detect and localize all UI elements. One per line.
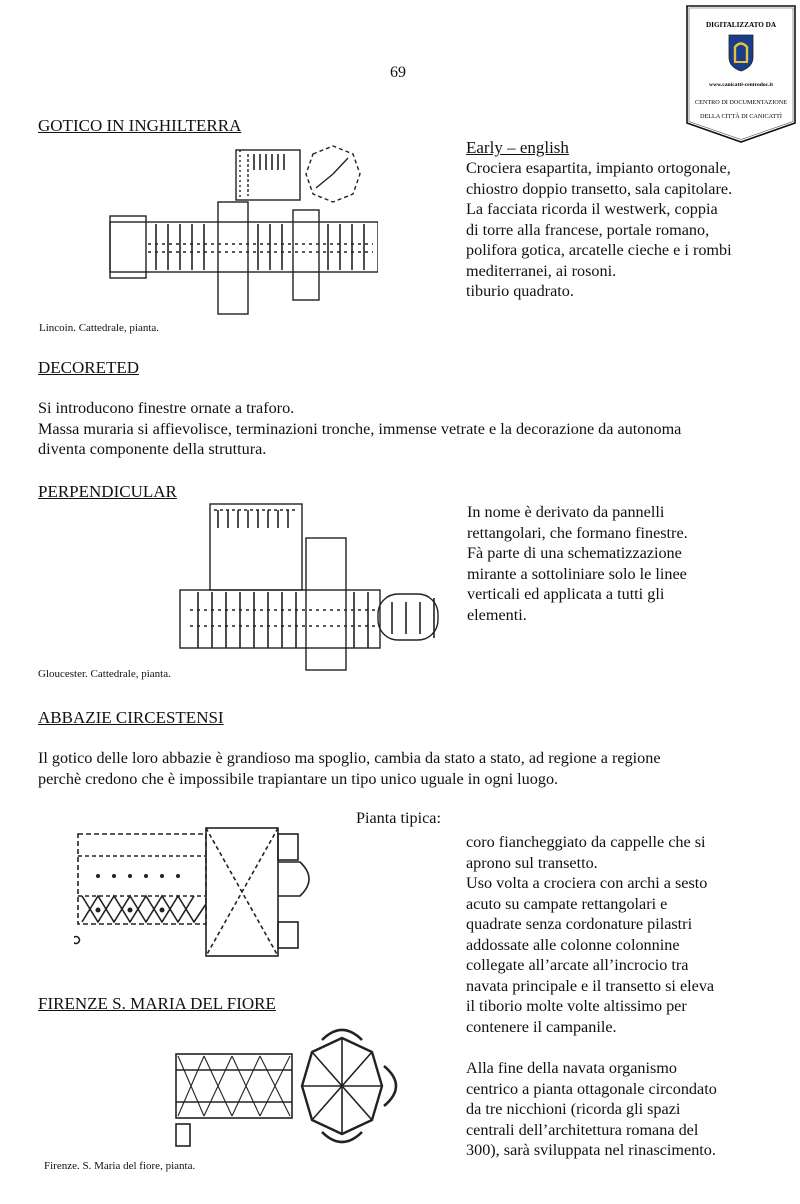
gotico-line: polifora gotica, arcatelle cieche e i rombi — [466, 241, 732, 259]
perpendicular-line: mirante a sottoliniare solo le linee — [467, 564, 687, 583]
pianta-line: coro fiancheggiato da cappelle che si — [466, 833, 706, 851]
gotico-line: mediterranei, ai rosoni. — [466, 261, 617, 280]
firenze-caption: Firenze. S. Maria del fiore, pianta. — [44, 1160, 196, 1172]
coat-of-arms-icon — [729, 35, 753, 71]
pianta-tipica-label: Pianta tipica: — [356, 809, 441, 827]
section-title-gotico: GOTICO IN INGHILTERRA — [38, 116, 242, 135]
pianta-line: quadrate senza cordonature pilastri — [466, 915, 693, 933]
section-title-firenze: FIRENZE S. MARIA DEL FIORE — [38, 994, 276, 1013]
gotico-line: Crociera esapartita, impianto ortogonale, — [466, 159, 731, 177]
section-title-abbazie: ABBAZIE CIRCESTENSI — [38, 708, 224, 727]
perpendicular-line: verticali ed applicata a tutti gli — [467, 585, 665, 603]
gotico-line: chiostro doppio transetto, sala capitolare. — [466, 179, 733, 198]
firenze-line: 300), sarà sviluppata nel rinascimento. — [466, 1141, 716, 1159]
abbazie-line: perchè credono che è impossibile trapiantare un tipo unico uguale in ogni luogo. — [38, 769, 559, 788]
pianta-line: aprono sul transetto. — [466, 853, 598, 872]
section-title-perpendicular: PERPENDICULAR — [38, 482, 177, 501]
gotico-body — [466, 158, 732, 302]
gloucester-plan-drawing — [178, 498, 448, 673]
decoreted-line: Si introducono finestre ornate a traforo. — [38, 399, 295, 417]
pianta-line: navata principale e il transetto si eleva — [466, 976, 715, 995]
abbazie-body — [38, 748, 661, 789]
gotico-line: di torre alla francese, portale romano, — [466, 220, 710, 239]
cistercian-plan-drawing — [74, 826, 324, 958]
lincoln-caption: Lincoin. Cattedrale, pianta. — [39, 322, 160, 334]
digitization-stamp — [686, 5, 796, 143]
perpendicular-line: In nome è derivato da pannelli — [467, 503, 665, 521]
pianta-line: acuto su campate rettangolari e — [466, 894, 668, 913]
decoreted-line: diventa componente della struttura. — [38, 440, 267, 458]
abbazie-line: Il gotico delle loro abbazie è grandioso ma spoglio, cambia da stato a stato, ad regione a regione — [38, 749, 661, 767]
stamp-line1: DIGITALIZZATO DA — [705, 21, 777, 29]
decoreted-line: Massa muraria si affievolisce, terminazioni tronche, immense vetrate e la decorazione da autonoma — [38, 419, 682, 438]
firenze-body — [466, 1058, 717, 1161]
pianta-line: addossate alle colonne colonnine — [466, 935, 680, 954]
pianta-line: contenere il campanile. — [466, 1017, 617, 1036]
perpendicular-line: Fà parte di una schematizzazione — [467, 544, 682, 562]
perpendicular-line: elementi. — [467, 605, 527, 624]
pianta-body — [466, 832, 714, 1037]
firenze-line: Alla fine della navata organismo — [466, 1059, 677, 1077]
gotico-line: La facciata ricorda il westwerk, coppia — [466, 200, 718, 218]
stamp-website: www.canicatti-centrodoc.it — [709, 82, 773, 88]
firenze-line: da tre nicchioni (ricorda gli spazi — [466, 1100, 681, 1118]
stamp-line3: DELLA CITTÀ DI CANICATTÌ — [700, 113, 782, 120]
pianta-line: il tiborio molte volte altissimo per — [466, 997, 687, 1015]
perpendicular-body — [467, 502, 688, 625]
page-number: 69 — [390, 64, 406, 81]
section-title-decoreted: DECORETED — [38, 358, 140, 377]
pianta-line: Uso volta a crociera con archi a sesto — [466, 874, 708, 892]
stamp-line2: CENTRO DI DOCUMENTAZIONE — [695, 99, 787, 106]
firenze-plan-drawing — [172, 1022, 412, 1152]
firenze-line: centrali dell’architettura romana del — [466, 1120, 699, 1139]
gloucester-caption: Gloucester. Cattedrale, pianta. — [38, 668, 171, 680]
section-subtitle-early-english: Early – english — [466, 138, 569, 157]
firenze-line: centrico a pianta ottagonale circondato — [466, 1079, 717, 1098]
lincoln-plan-drawing — [108, 140, 378, 320]
perpendicular-line: rettangolari, che formano finestre. — [467, 523, 688, 542]
gotico-line: tiburio quadrato. — [466, 282, 574, 300]
decoreted-body — [38, 398, 681, 460]
pianta-line: collegate all’arcate all’incrocio tra — [466, 956, 689, 974]
